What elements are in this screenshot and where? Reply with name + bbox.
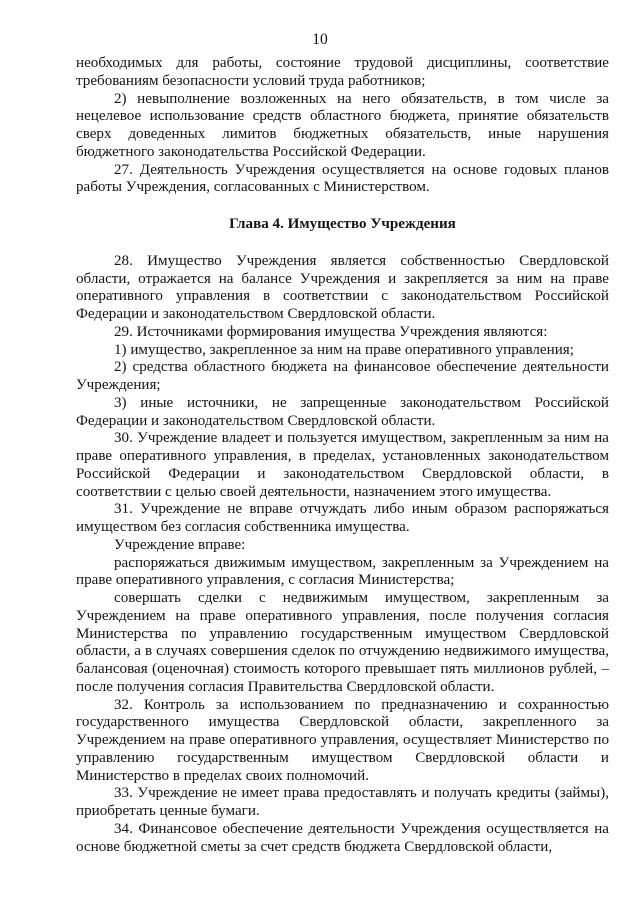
- paragraph-29-item-3: 3) иные источники, не запрещенные законодательством Российской Федерации и законодательством Свердловской области.: [76, 394, 609, 429]
- paragraph-32: 32. Контроль за использованием по предназначению и сохранностью государственного имущества Свердловской области, закрепленного за Учреждением на праве оперативного управления, осуществляет Министерство по управлению государственным имуществом Свердловской области и Министерство в пределах своих полномочий.: [76, 696, 609, 784]
- paragraph-31-right-movable: распоряжаться движимым имуществом, закрепленным за Учреждением на праве оперативного управления, с согласия Министерства;: [76, 554, 609, 589]
- page-number: 10: [312, 31, 328, 48]
- paragraph-30: 30. Учреждение владеет и пользуется имуществом, закрепленным за ним на праве оперативного управления, в пределах, установленных законодательством Российской Федерации и законодательством Свердловской области, в соответствии с целью своей деятельности, назначением этого имущества.: [76, 430, 609, 500]
- paragraph-28: 28. Имущество Учреждения является собственностью Свердловской области, отражается на балансе Учреждения и закрепляется за ним на праве оперативного управления в соответствии с законодательством Российской Федерации и законодательством Свердловской области.: [76, 252, 609, 322]
- paragraph-31-rights-intro: Учреждение вправе:: [114, 536, 246, 553]
- paragraph-29-item-2: 2) средства областного бюджета на финансовое обеспечение деятельности Учреждения;: [76, 359, 609, 393]
- paragraph-33: 33. Учреждение не имеет права предоставлять и получать кредиты (займы), приобретать ценные бумаги.: [76, 785, 609, 819]
- paragraph-29: 29. Источниками формирования имущества Учреждения являются:: [114, 323, 548, 340]
- paragraph-continuation: необходимых для работы, состояние трудовой дисциплины, соответствие требованиям безопасности условий труда работников;: [76, 55, 609, 89]
- paragraph-34: 34. Финансовое обеспечение деятельности Учреждения осуществляется на основе бюджетной сметы за счет средств бюджета Свердловской области,: [76, 820, 609, 855]
- chapter-title: Глава 4. Имущество Учреждения: [229, 216, 456, 232]
- paragraph-31: 31. Учреждение не вправе отчуждать либо иным образом распоряжаться имуществом без согласия собственника имущества.: [76, 501, 609, 535]
- paragraph-item-2-violations: 2) невыполнение возложенных на него обязательств, в том числе за нецелевое использование средств областного бюджета, принятие обязательств сверх доведенных лимитов бюджетных обязательств, иные нарушения бюджетного законодательства Российской Федерации.: [76, 90, 609, 160]
- paragraph-31-right-immovable: совершать сделки с недвижимым имуществом, закрепленным за Учреждением на праве оперативного управления, после получения согласия Министерства по управлению государственным имуществом Свердловской области, а в случаях совершения сделок по отчуждению недвижимого имущества, балансовая (оценочная) стоимость которого превышает пять миллионов рублей, – после получения согласия Правительства Свердловской области.: [76, 590, 609, 695]
- document-body: [76, 55, 609, 856]
- paragraph-27: 27. Деятельность Учреждения осуществляется на основе годовых планов работы Учреждения, согласованных с Министерством.: [76, 161, 609, 196]
- paragraph-29-item-1: 1) имущество, закрепленное за ним на праве оперативного управления;: [114, 341, 574, 358]
